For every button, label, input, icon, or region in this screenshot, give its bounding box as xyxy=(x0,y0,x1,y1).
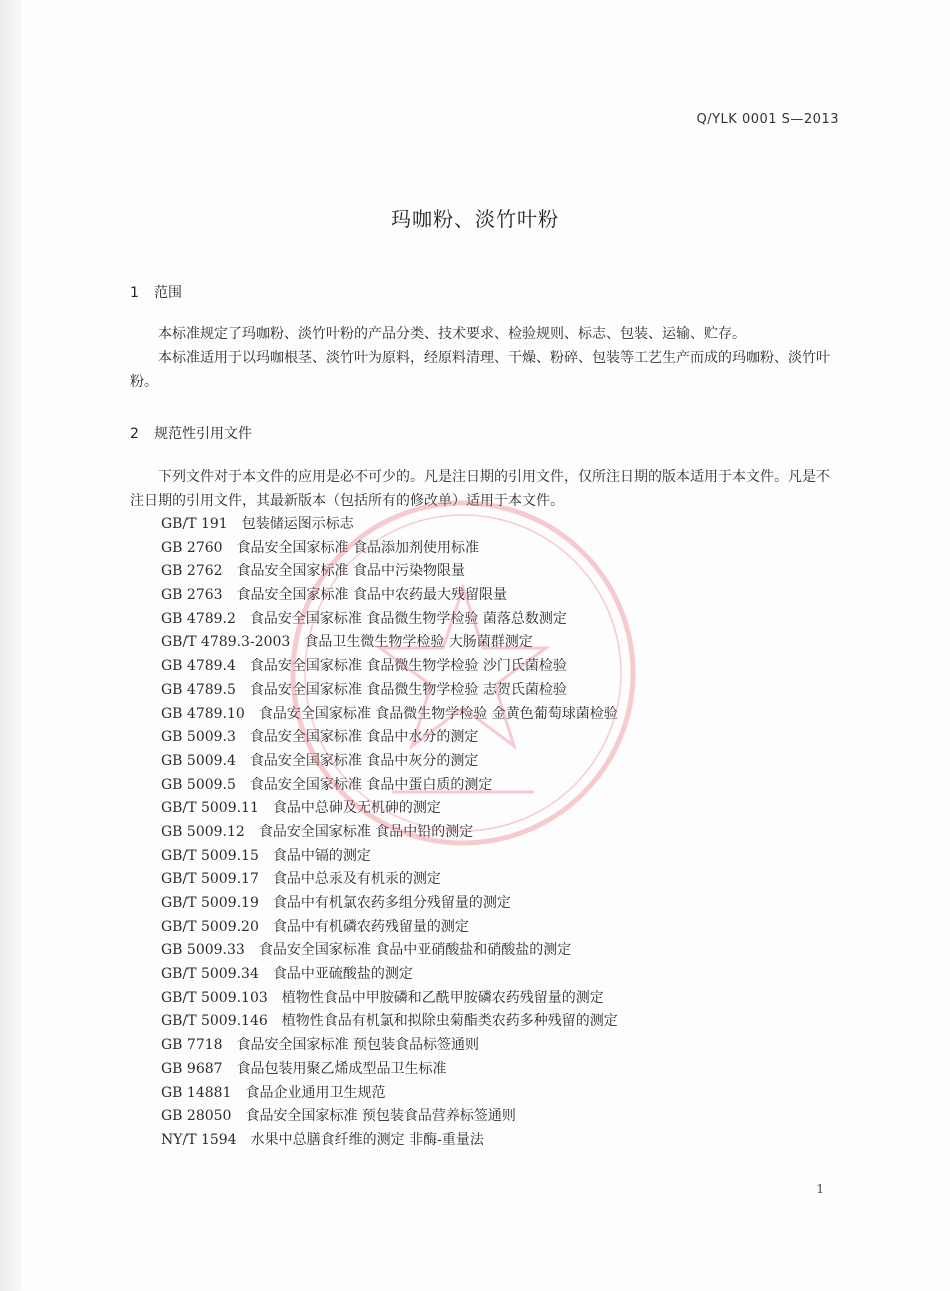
reference-code: GB 28050 xyxy=(161,1108,232,1125)
reference-item xyxy=(161,631,618,655)
reference-code: GB/T 5009.11 xyxy=(161,800,259,817)
reference-item xyxy=(161,584,618,608)
reference-code: GB 4789.4 xyxy=(161,658,236,675)
section-number: 2 xyxy=(130,426,139,442)
reference-title: 食品中总汞及有机汞的测定 xyxy=(272,871,441,888)
reference-item xyxy=(161,679,618,703)
paragraph: 下列文件对于本文件的应用是必不可少的。凡是注日期的引用文件，仅所注日期的版本适用于本文件。凡是不注日期的引用文件，其最新版本（包括所有的修改单）适用于本文件。 xyxy=(130,469,830,509)
reference-item xyxy=(161,1082,618,1106)
reference-title: 食品安全国家标准 食品中水分的测定 xyxy=(249,729,479,746)
reference-item xyxy=(161,1129,618,1153)
reference-item xyxy=(161,774,618,798)
reference-title: 食品中亚硫酸盐的测定 xyxy=(272,966,413,983)
reference-item xyxy=(161,892,618,916)
reference-title: 植物性食品中甲胺磷和乙酰甲胺磷农药残留量的测定 xyxy=(281,989,604,1006)
reference-title: 食品安全国家标准 食品中蛋白质的测定 xyxy=(249,776,493,793)
reference-item xyxy=(161,797,618,821)
reference-item xyxy=(161,963,618,987)
reference-title: 食品中镉的测定 xyxy=(272,847,371,864)
reference-code: GB/T 4789.3-2003 xyxy=(161,634,291,651)
reference-item xyxy=(161,655,618,679)
reference-item xyxy=(161,537,618,561)
section-2-heading xyxy=(130,423,252,443)
reference-title: 食品安全国家标准 预包装食品营养标签通则 xyxy=(245,1108,516,1125)
reference-title: 食品卫生微生物学检验 大肠菌群测定 xyxy=(304,634,533,651)
reference-item xyxy=(161,608,618,632)
reference-item xyxy=(161,1034,618,1058)
reference-title: 食品安全国家标准 食品中农药最大残留限量 xyxy=(236,587,508,604)
reference-title: 食品安全国家标准 食品微生物学检验 金黄色葡萄球菌检验 xyxy=(258,705,618,722)
scan-gutter xyxy=(0,0,22,1291)
section-title: 范围 xyxy=(154,285,182,301)
reference-title: 食品安全国家标准 食品中亚硝酸盐和硝酸盐的测定 xyxy=(258,942,572,959)
reference-code: GB 5009.4 xyxy=(161,752,236,769)
reference-title: 包装储运图示标志 xyxy=(241,516,354,532)
reference-code: GB 4789.2 xyxy=(161,610,236,627)
reference-title: 食品中有机氯农药多组分残留量的测定 xyxy=(272,895,511,911)
reference-code: GB 4789.10 xyxy=(161,705,245,722)
reference-title: 食品安全国家标准 食品微生物学检验 菌落总数测定 xyxy=(249,610,567,627)
reference-item xyxy=(161,916,618,940)
reference-item xyxy=(161,1010,618,1034)
reference-title: 食品安全国家标准 食品中铅的测定 xyxy=(258,823,474,840)
section-1-heading xyxy=(130,282,182,302)
reference-code: GB 2763 xyxy=(161,587,223,604)
reference-code: GB/T 5009.15 xyxy=(161,847,259,864)
reference-title: 食品中总砷及无机砷的测定 xyxy=(272,800,441,817)
reference-item xyxy=(161,726,618,750)
reference-item xyxy=(161,821,618,845)
reference-code: GB 2762 xyxy=(161,563,223,580)
reference-code: GB/T 5009.17 xyxy=(161,871,259,888)
reference-item xyxy=(161,1058,618,1082)
reference-title: 食品企业通用卫生规范 xyxy=(245,1084,386,1101)
reference-code: GB 4789.5 xyxy=(161,681,236,698)
reference-code: GB 5009.33 xyxy=(161,942,245,959)
reference-item xyxy=(161,845,618,869)
section-title: 规范性引用文件 xyxy=(154,426,252,442)
reference-list xyxy=(161,513,618,1153)
reference-title: 食品安全国家标准 食品微生物学检验 沙门氏菌检验 xyxy=(249,658,567,675)
reference-title: 食品中有机磷农药残留量的测定 xyxy=(272,918,469,935)
reference-code: GB/T 5009.34 xyxy=(161,966,259,983)
reference-title: 食品包装用聚乙烯成型品卫生标准 xyxy=(236,1060,447,1077)
reference-title: 食品安全国家标准 食品中灰分的测定 xyxy=(249,752,479,769)
reference-item xyxy=(161,939,618,963)
reference-item xyxy=(161,868,618,892)
reference-code: GB/T 5009.146 xyxy=(161,1013,268,1030)
reference-item xyxy=(161,513,618,537)
paragraph: 本标准适用于以玛咖根茎、淡竹叶为原料，经原料清理、干燥、粉碎、包装等工艺生产而成的玛咖粉、淡竹叶粉。 xyxy=(130,350,830,390)
reference-code: GB 5009.3 xyxy=(161,729,236,746)
reference-title: 水果中总膳食纤维的测定 非酶-重量法 xyxy=(250,1131,484,1148)
reference-code: NY/T 1594 xyxy=(161,1131,237,1148)
document-title: 玛咖粉、淡竹叶粉 xyxy=(391,207,559,231)
reference-title: 食品安全国家标准 预包装食品标签通则 xyxy=(236,1037,480,1054)
reference-title: 植物性食品有机氯和拟除虫菊酯类农药多种残留的测定 xyxy=(281,1013,618,1030)
reference-code: GB 9687 xyxy=(161,1060,223,1077)
reference-code: GB/T 191 xyxy=(161,516,228,532)
section-1-body xyxy=(130,322,840,394)
reference-code: GB/T 5009.20 xyxy=(161,918,259,935)
reference-item xyxy=(161,1105,618,1129)
reference-code: GB 2760 xyxy=(161,539,223,556)
reference-code: GB 5009.5 xyxy=(161,776,236,793)
page-number: 1 xyxy=(816,1182,824,1196)
reference-code: GB 5009.12 xyxy=(161,823,245,840)
reference-item xyxy=(161,987,618,1011)
reference-code: GB 7718 xyxy=(161,1037,223,1054)
reference-item xyxy=(161,703,618,727)
reference-title: 食品安全国家标准 食品中污染物限量 xyxy=(236,563,466,580)
reference-title: 食品安全国家标准 食品添加剂使用标准 xyxy=(236,539,480,556)
reference-title: 食品安全国家标准 食品微生物学检验 志贺氏菌检验 xyxy=(249,681,567,698)
paragraph: 本标准规定了玛咖粉、淡竹叶粉的产品分类、技术要求、检验规则、标志、包装、运输、贮存。 xyxy=(158,326,746,342)
reference-item xyxy=(161,750,618,774)
section-number: 1 xyxy=(130,285,139,301)
reference-code: GB/T 5009.19 xyxy=(161,895,259,911)
reference-code: GB 14881 xyxy=(161,1084,232,1101)
standard-code: Q/YLK 0001 S—2013 xyxy=(696,112,839,127)
reference-item xyxy=(161,560,618,584)
section-2-body xyxy=(130,465,840,513)
reference-code: GB/T 5009.103 xyxy=(161,989,268,1006)
